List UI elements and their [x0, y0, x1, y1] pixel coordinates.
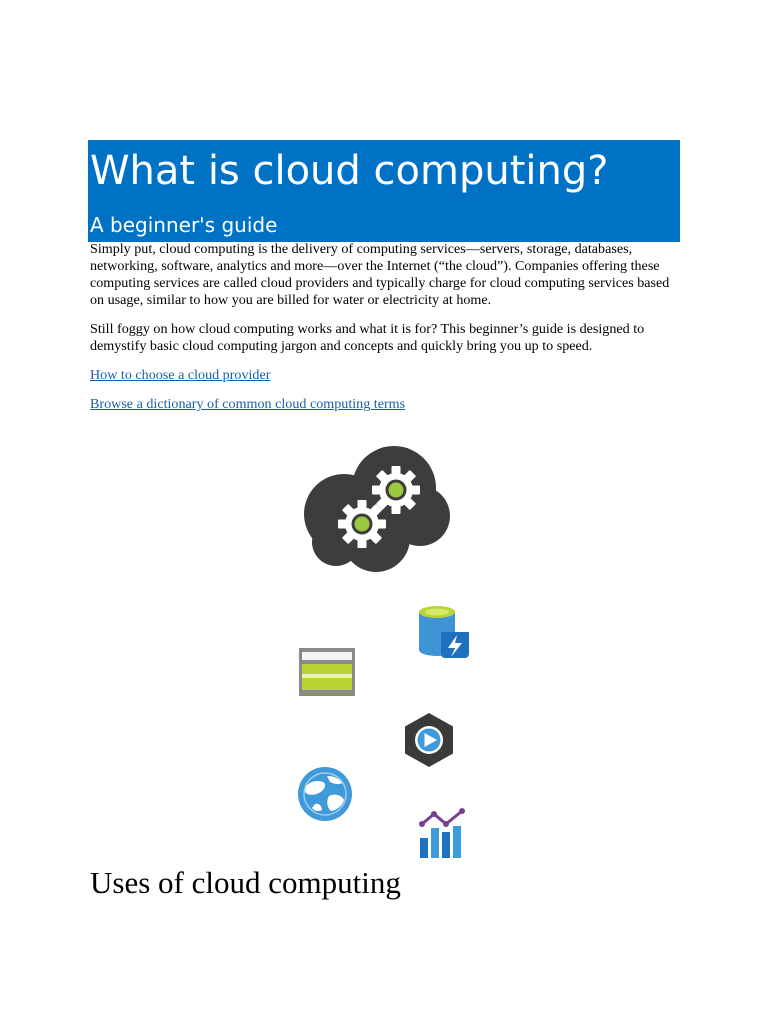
database-lightning-icon — [417, 604, 471, 660]
web-app-globe-icon — [297, 766, 353, 822]
section-heading: Uses of cloud computing — [90, 865, 401, 900]
cloud-gears-icon — [302, 444, 450, 572]
analytics-chart-icon — [418, 808, 468, 860]
intro-content — [90, 241, 680, 425]
title-banner — [88, 140, 680, 242]
dictionary-link[interactable]: Browse a dictionary of common cloud computing terms — [90, 396, 406, 412]
storage-table-icon — [299, 648, 355, 696]
choose-provider-link[interactable]: How to choose a cloud provider — [90, 367, 271, 383]
page-title: What is cloud computing? — [90, 148, 609, 194]
intro-paragraph: Simply put, cloud computing is the delivery of computing services—servers, storage, databases, networking, software, analytics and more—over the Internet (“the cloud”). Companies offering these computing services are called cloud providers and typically charge for cloud computing services based on usage, similar to how you are billed for water or electricity at home. — [90, 241, 670, 308]
followup-paragraph: Still foggy on how cloud computing works and what it is for? This beginner’s guide is designed to demystify basic cloud computing jargon and concepts and quickly bring you up to speed. — [90, 321, 645, 354]
media-play-icon — [403, 712, 455, 768]
page-subtitle: A beginner's guide — [90, 213, 278, 237]
